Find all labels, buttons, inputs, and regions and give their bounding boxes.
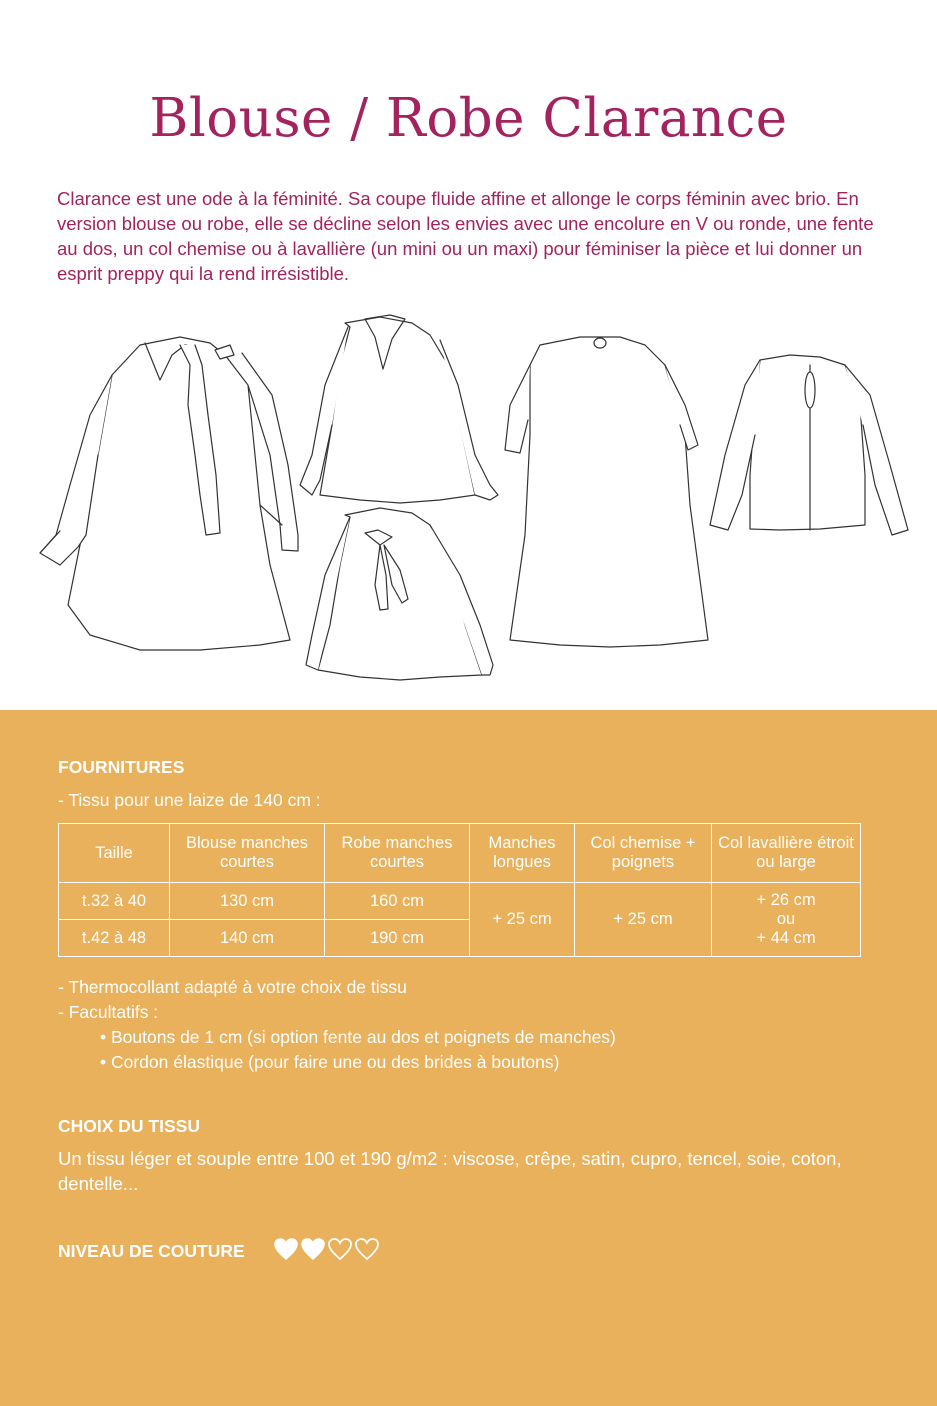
cell-size: t.42 à 48: [59, 920, 170, 957]
dress-lavalliere-sketch: [40, 337, 298, 650]
header-blouse: Blouse manches courtes: [170, 824, 325, 883]
niveau-couture-heading: NIVEAU DE COUTURE: [58, 1241, 245, 1261]
thermocollant-line: - Thermocollant adapté à votre choix de tissu: [58, 977, 407, 997]
dress-ronde-sketch: [505, 337, 708, 647]
cell-col-chemise: + 25 cm: [575, 883, 712, 957]
intro-paragraph: Clarance est une ode à la féminité. Sa coupe fluide affine et allonge le corps féminin avec brio. En version blouse ou robe, elle se décline selon les envies avec une encolure en V ou ronde, une fente au dos, un col chemise ou à lavallière (un mini ou un maxi) pour féminiser la pièce et lui donner un esprit preppy qui la rend irrésistible.: [57, 188, 874, 284]
facultatifs-line: - Facultatifs :: [58, 1002, 159, 1022]
cell-size: t.32 à 40: [59, 883, 170, 920]
header-col-chemise: Col chemise + poignets: [575, 824, 712, 883]
garment-sketches: [20, 305, 920, 690]
difficulty-rating: [274, 1238, 379, 1260]
header-robe: Robe manches courtes: [325, 824, 470, 883]
page-title: Blouse / Robe Clarance: [149, 88, 788, 149]
fournitures-heading: FOURNITURES: [58, 757, 185, 777]
header-taille: Taille: [59, 824, 170, 883]
cell-blouse: 130 cm: [170, 883, 325, 920]
fabric-quantity-table: [58, 823, 861, 957]
table-row: [59, 883, 861, 920]
header-lavalliere: Col lavallière étroit ou large: [712, 824, 861, 883]
heart-outline-icon: [355, 1238, 379, 1260]
cell-manches-longues: + 25 cm: [470, 883, 575, 957]
cell-robe: 160 cm: [325, 883, 470, 920]
lavalliere-value-1: + 26 cm: [756, 891, 816, 909]
bullet-cordon: • Cordon élastique (pour faire une ou des brides à boutons): [100, 1052, 560, 1072]
bullet-boutons: • Boutons de 1 cm (si option fente au dos et poignets de manches): [100, 1027, 616, 1047]
lavalliere-value-or: ou: [776, 910, 796, 928]
lavalliere-value-2: + 44 cm: [756, 929, 816, 947]
blouse-col-chemise-sketch: [300, 315, 498, 503]
cell-blouse: 140 cm: [170, 920, 325, 957]
technical-drawings: [20, 305, 920, 690]
choix-tissu-heading: CHOIX DU TISSU: [58, 1116, 200, 1136]
choix-tissu-text: Un tissu léger et souple entre 100 et 190 g/m2 : viscose, crêpe, satin, cupro, tencel, soie, coton, dentelle...: [58, 1148, 842, 1194]
fabric-width-line: - Tissu pour une laize de 140 cm :: [58, 790, 321, 810]
cell-robe: 190 cm: [325, 920, 470, 957]
blouse-back-sketch: [710, 355, 908, 535]
blouse-lavalliere-mini-sketch: [306, 508, 493, 680]
heart-filled-icon: [274, 1238, 298, 1260]
table-header-row: [59, 824, 861, 883]
cell-lavalliere: [712, 883, 861, 957]
supplies-panel: [0, 710, 937, 1406]
heart-outline-icon: [328, 1238, 352, 1260]
heart-filled-icon: [301, 1238, 325, 1260]
header-manches-longues: Manches longues: [470, 824, 575, 883]
